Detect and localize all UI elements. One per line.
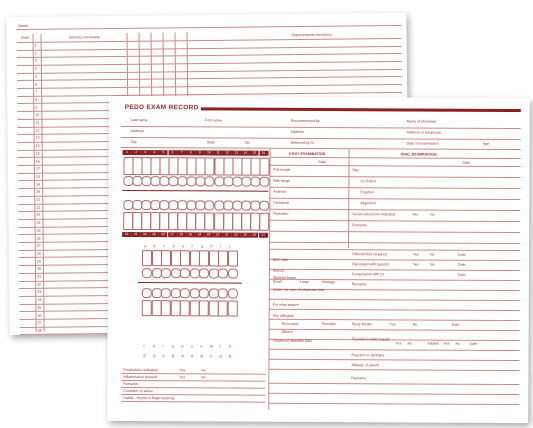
- upper-occlusal-icon: [259, 177, 269, 187]
- primary-upper-occlusal-icon: [227, 269, 237, 279]
- address-phone-label: Address or telephone: [406, 130, 441, 135]
- primary-lower-letter-2: E: [228, 354, 232, 359]
- bottom-remarks-label: Remarks: [351, 376, 366, 381]
- lower-tooth-number: 28: [159, 232, 168, 237]
- no-label: No: [407, 341, 413, 346]
- table-row: [17, 45, 402, 50]
- table-row-number: 16: [35, 159, 40, 164]
- primary-upper-tooth-icon: [199, 250, 209, 266]
- primary-upper-letter: e: [182, 244, 185, 249]
- lower-tooth-number: 31: [131, 232, 140, 237]
- table-row: [17, 66, 402, 74]
- primary-lower-letter: m: [210, 344, 214, 349]
- upper-tooth-number: 11: [214, 150, 223, 155]
- lower-tooth-number: 27: [168, 232, 177, 237]
- name-label: Name: [18, 23, 29, 28]
- saliva-label: Condition of saliva: [123, 388, 153, 394]
- primary-lower-letter: s: [153, 344, 155, 349]
- upper-tooth-number: 12: [223, 150, 232, 155]
- table-row: [17, 61, 402, 66]
- mid-remarks-label: Remarks:: [351, 282, 368, 287]
- rule: [121, 401, 265, 403]
- lower-occlusal-icon: [259, 201, 269, 211]
- primary-upper-letter: c: [163, 244, 165, 249]
- bite-label: Bite:: [352, 168, 360, 173]
- serial-extractions-label: Serial extractions indicated: [352, 212, 396, 217]
- table-row-number: 33: [37, 290, 42, 295]
- table-row-number: 7: [35, 89, 38, 94]
- full-mouth-label: Full mouth: [273, 167, 291, 172]
- small-label: Small: [272, 279, 282, 284]
- yes-label: Yes: [413, 252, 419, 257]
- primary-lower-tooth-icon: [199, 300, 209, 316]
- primary-lower-occlusal-icon: [180, 288, 190, 298]
- yes-label: Yes: [412, 262, 419, 267]
- lower-tooth-number: 29: [149, 232, 158, 237]
- table-row-number: 32: [37, 282, 42, 287]
- table-row-number: 6: [35, 82, 38, 87]
- reaction-label: Reaction to dentistry: [351, 353, 385, 358]
- age-label: Age: [482, 141, 490, 146]
- rule: [121, 126, 521, 129]
- bite-wings-label: Bite wings: [273, 178, 290, 183]
- primary-lower-letter-2: A: [190, 354, 194, 359]
- primary-lower-letter-2: B: [171, 354, 175, 359]
- lower-tooth-icon: [205, 212, 215, 230]
- exam-rule: [269, 259, 520, 261]
- upper-tooth-number: 16: [259, 151, 268, 156]
- upper-tooth-number: 6: [168, 150, 177, 155]
- primary-lower-letter: q: [172, 344, 175, 349]
- yes-label: Yes: [179, 375, 186, 380]
- exam-rule: [269, 349, 520, 351]
- recommended-by-label: Recommended by: [290, 118, 320, 124]
- oral-remarks-label: Remarks:: [352, 223, 368, 228]
- exam-date-label: Date of examination: [406, 141, 439, 146]
- consultation-label: Consultation with Dr.: [351, 272, 385, 277]
- inflammation-label: Inflammation present: [123, 374, 157, 380]
- yes-label: Yes: [443, 341, 450, 346]
- upper-tooth-icon: [205, 157, 215, 175]
- no-label: No: [455, 341, 461, 346]
- upper-tooth-number: 13: [232, 151, 241, 156]
- address-label: Address: [130, 129, 144, 134]
- lower-tooth-number: 30: [140, 232, 149, 237]
- upper-tooth-number: 15: [250, 151, 259, 156]
- primary-lower-tooth-icon: [227, 301, 237, 317]
- lower-tooth-number: 24: [195, 232, 204, 237]
- table-row-number: 22: [36, 205, 41, 210]
- study-model-label: Study Model: [351, 322, 372, 327]
- exam-rule: [269, 220, 520, 222]
- xray-date-label: Date: [318, 159, 327, 165]
- rule: [121, 380, 265, 382]
- rule: [270, 157, 521, 159]
- attitude-label: Attitude of parent: [351, 363, 379, 368]
- primary-upper-letter: d: [172, 244, 175, 249]
- primary-lower-letter: o: [191, 344, 194, 349]
- primary-lower-letter-2: D: [152, 354, 156, 359]
- lower-tooth-number: 32: [122, 232, 131, 237]
- primary-lower-letter: r: [162, 344, 164, 349]
- reason-label: For what reason: [272, 302, 299, 307]
- date-label: Date: [469, 341, 478, 346]
- exam-rule: [269, 209, 520, 211]
- school-label: School: [272, 268, 284, 273]
- exam-rule: [269, 299, 520, 301]
- upper-tooth-number: 4: [150, 150, 159, 155]
- primary-upper-occlusal-icon: [218, 268, 228, 278]
- pedo-exam-record-sheet: [107, 96, 530, 423]
- upper-tooth-number: 8: [186, 150, 195, 155]
- address2-label: Address: [290, 129, 304, 134]
- col-replacements-header: Replacements necessary: [291, 32, 332, 38]
- primary-upper-letter: h: [210, 244, 213, 249]
- tooth-chart-midline: [122, 190, 268, 192]
- table-row-number: 19: [36, 182, 41, 187]
- table-row-number: 2: [34, 51, 37, 56]
- lower-tooth-number: 23: [204, 232, 213, 237]
- lower-tooth-number: 19: [240, 233, 249, 238]
- primary-lower-letter-2: D: [219, 354, 223, 359]
- primary-lower-letter-2: B: [200, 354, 203, 359]
- table-row-number: 13: [35, 136, 40, 141]
- table-row-number: 3: [34, 59, 37, 64]
- lower-tooth-number: 22: [213, 232, 222, 237]
- average-label: Average: [321, 280, 336, 285]
- no-label: No: [429, 262, 435, 267]
- lower-tooth-icon: [259, 213, 269, 231]
- table-row-number: 18: [35, 174, 41, 179]
- exam-rule: [269, 176, 520, 178]
- table-row-number: 30: [36, 267, 42, 272]
- table-row-number: 27: [36, 243, 41, 248]
- table-row-number: 31: [37, 274, 42, 279]
- referred-by-label: Referred by Dr.: [290, 140, 315, 145]
- rule: [269, 165, 520, 167]
- table-row-number: 5: [34, 74, 37, 79]
- upper-tooth-number: 3: [141, 150, 150, 155]
- upper-tooth-number: 5: [159, 150, 168, 155]
- primary-lower-tooth-icon: [218, 300, 228, 316]
- remarks-label: Remarks:: [123, 381, 139, 387]
- primary-lower-letter-2: C: [162, 354, 166, 359]
- primary-lower-tooth-icon: [180, 300, 190, 316]
- primary-upper-letter: j: [229, 244, 231, 249]
- penicillin-label: Penicillin: [321, 322, 336, 327]
- novocaine-label: Novocaine: [281, 321, 299, 326]
- date-label: Date: [458, 252, 466, 257]
- primary-upper-tooth-icon: [142, 250, 152, 266]
- eruption-label: Eruption: [360, 190, 374, 195]
- primary-upper-letter: f: [191, 244, 193, 249]
- table-row-number: 38: [37, 328, 42, 333]
- orthodontics-label: Orthodontics required: [352, 252, 387, 257]
- alignment-label: Alignment: [360, 201, 377, 206]
- exam-rule: [269, 309, 520, 311]
- upper-tooth-number: 1: [123, 150, 132, 155]
- table-row-number: 28: [36, 251, 41, 256]
- upper-occlusal-icon: [205, 176, 215, 186]
- childhood-diseases-label: Childhood diseases (list): [272, 338, 312, 343]
- title-band: [201, 107, 521, 112]
- exam-rule: [269, 319, 520, 321]
- others-label: Others: [281, 329, 293, 334]
- exam-rule: [269, 242, 520, 244]
- primary-upper-tooth-icon: [227, 251, 237, 267]
- table-row-number: 12: [35, 128, 40, 133]
- state-label: State: [206, 140, 216, 145]
- table-row-number: 34: [37, 297, 42, 302]
- table-row-number: 10: [35, 113, 40, 118]
- table-row-number: 25: [36, 228, 41, 233]
- oral-header: ORAL EXAMINATION: [400, 152, 437, 157]
- fluoride-label: Fluoride in water supply: [351, 337, 390, 342]
- yes-label: Yes: [179, 368, 186, 373]
- lower-tooth-number: 26: [177, 232, 186, 237]
- upper-tooth-number: 9: [195, 150, 204, 155]
- habits-label: Habits - thumb or finger sucking: [123, 395, 175, 401]
- primary-lower-occlusal-icon: [227, 289, 237, 299]
- xray-remarks-label: Remarks:: [273, 211, 289, 216]
- exam-rule: [269, 231, 520, 233]
- table-row-number: 17: [35, 166, 40, 171]
- exam-rule: [269, 329, 520, 331]
- upper-tooth-number: 7: [177, 150, 186, 155]
- lower-occlusal-icon: [205, 200, 215, 210]
- primary-upper-occlusal-icon: [180, 268, 190, 278]
- primary-upper-letter: b: [153, 244, 156, 249]
- first-name-label: First name: [204, 118, 222, 123]
- table-row: [17, 76, 402, 81]
- exam-rule: [268, 383, 519, 385]
- primary-upper-letter: i: [220, 244, 221, 249]
- primary-lower-letter-2: A: [181, 354, 184, 359]
- table-row-number: 35: [37, 305, 42, 310]
- primary-lower-occlusal-icon: [199, 288, 209, 298]
- skeletal-frame-label: Skeletal frame: [272, 275, 296, 280]
- table-row-number: 21: [36, 197, 41, 202]
- lower-tooth-number: 18: [250, 233, 259, 238]
- primary-upper-letter: g: [201, 244, 204, 249]
- table-row-number: 36: [37, 313, 42, 318]
- no-label: No: [201, 368, 207, 373]
- form-title: PEDO EXAM RECORD: [124, 103, 199, 112]
- exam-rule: [268, 393, 519, 395]
- primary-lower-letter: p: [181, 344, 184, 349]
- no-label: No: [430, 252, 435, 257]
- primary-upper-occlusal-icon: [161, 268, 171, 278]
- primary-upper-letter: a: [144, 244, 147, 249]
- table-row-number: 24: [36, 220, 41, 225]
- lower-tooth-number: 21: [222, 232, 231, 237]
- city-label: City: [130, 140, 137, 145]
- table-row-number: 29: [36, 259, 41, 264]
- periapical-label: Periapical: [273, 200, 290, 205]
- table-row-number: 11: [35, 120, 40, 125]
- primary-lower-letter: t: [143, 344, 145, 349]
- exam-rule: [268, 359, 519, 361]
- birth-date-label: Birth date: [272, 257, 289, 262]
- discussed-label: Discussed with parents: [351, 262, 389, 267]
- oral-date-label: Date: [462, 160, 471, 165]
- name-line: [16, 25, 401, 30]
- anterior-label: Anterior: [273, 189, 286, 194]
- large-label: Large: [299, 279, 310, 284]
- yes-label: Yes: [389, 322, 396, 327]
- primary-lower-tooth-icon: [142, 300, 152, 316]
- lower-teeth-diagram: [109, 96, 530, 98]
- exam-rule: [268, 403, 519, 405]
- no-label: No: [430, 212, 435, 217]
- primary-lower-tooth-icon: [161, 300, 171, 316]
- rule: [121, 137, 521, 140]
- lower-tooth-number: 25: [186, 232, 195, 237]
- primary-lower-occlusal-icon: [142, 288, 152, 298]
- upper-tooth-number: 14: [241, 151, 250, 156]
- primary-upper-tooth-icon: [180, 250, 190, 266]
- primary-midline: [138, 282, 242, 284]
- lower-tooth-number: 17: [259, 233, 268, 238]
- exam-rule: [268, 369, 519, 371]
- upper-tooth-number: 2: [132, 150, 141, 155]
- table-row-number: 26: [36, 236, 41, 241]
- allergies-label: Any allergies:: [272, 313, 295, 318]
- table-row-number: 20: [36, 190, 41, 195]
- table-row-number: 4: [34, 66, 37, 71]
- lower-tooth-number: 20: [231, 233, 240, 238]
- yes-label: Yes: [412, 212, 419, 217]
- table-row-number: 14: [35, 143, 40, 148]
- primary-lower-letter-2: C: [209, 354, 213, 359]
- no-label: No: [201, 375, 207, 380]
- upper-tooth-icon: [259, 158, 269, 176]
- table-row-number: 23: [36, 213, 41, 218]
- physician-label: Name of physician: [406, 119, 437, 124]
- table-row-number: 15: [35, 151, 40, 156]
- primary-lower-letter: n: [200, 344, 203, 349]
- primary-upper-tooth-icon: [161, 250, 171, 266]
- exam-rules: [109, 96, 530, 98]
- col-services-header: Services necessary: [68, 35, 100, 40]
- table-row: [17, 53, 402, 58]
- exam-rule: [269, 198, 520, 200]
- upper-teeth-diagram: [109, 96, 530, 98]
- upper-tooth-number: 10: [204, 150, 213, 155]
- primary-upper-occlusal-icon: [199, 268, 209, 278]
- prophylaxis-label: Prophylaxis indicated: [123, 367, 158, 373]
- occlusion-label: Occlusion: [360, 179, 377, 184]
- primary-upper-occlusal-icon: [142, 268, 152, 278]
- col-tooth-header: Tooth: [20, 35, 30, 40]
- date-label: Date: [451, 322, 460, 327]
- date-label: Date: [457, 272, 466, 277]
- exam-rule: [269, 249, 520, 251]
- last-name-label: Last name: [130, 118, 148, 123]
- date-label: Date: [457, 262, 466, 267]
- tablets-label: Tablets: [427, 341, 439, 346]
- physician-care-label: Under the care of physician now: [272, 287, 325, 293]
- primary-upper-tooth-icon: [218, 250, 228, 266]
- primary-lower-letter: l: [219, 344, 221, 349]
- primary-lower-letter-2: E: [143, 354, 146, 359]
- yes-label: Yes: [395, 341, 402, 346]
- xray-header: X-RAY EXAMINATION: [288, 151, 326, 157]
- zip-label: Zip: [244, 140, 250, 145]
- primary-lower-letter: k: [229, 344, 231, 349]
- table-row-number: 1: [34, 43, 37, 48]
- primary-lower-occlusal-icon: [161, 288, 171, 298]
- no-label: No: [412, 322, 418, 327]
- table-row: [17, 84, 402, 89]
- primary-lower-occlusal-icon: [218, 288, 228, 298]
- exam-rule: [269, 187, 520, 189]
- table-row-number: 8: [35, 97, 38, 102]
- exam-rule: [269, 269, 520, 271]
- table-row-number: 9: [35, 105, 38, 110]
- table-row-number: 37: [37, 320, 42, 325]
